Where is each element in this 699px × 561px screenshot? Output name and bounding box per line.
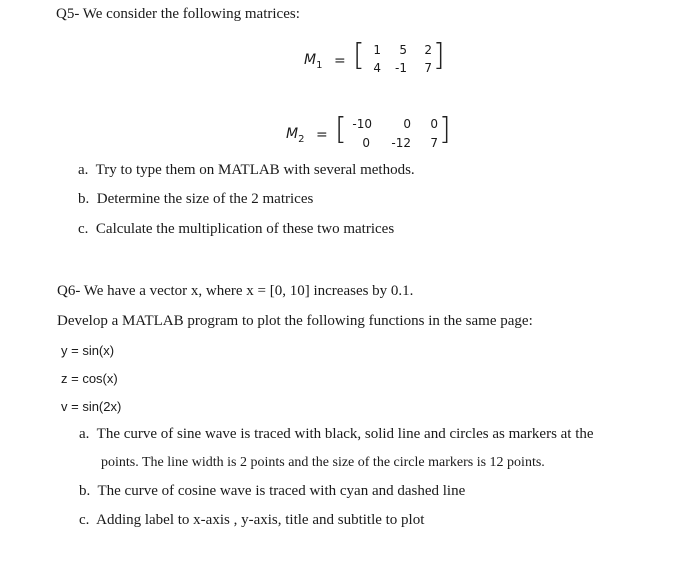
- q6-item-a-continuation: points. The line width is 2 points and the size of the circle markers is 12 points.: [101, 455, 545, 470]
- m1-left-bracket: [: [353, 38, 365, 73]
- q6-item-b: b. The curve of cosine wave is traced with cyan and dashed line: [79, 483, 466, 499]
- q6-intro: Develop a MATLAB program to plot the following functions in the same page:: [57, 313, 533, 329]
- m1-r2c3: 7: [424, 61, 432, 75]
- m2-label: $M_2$: [286, 126, 305, 145]
- m1-r2c1: 4: [373, 61, 381, 75]
- m1-r1c1: 1: [373, 43, 381, 57]
- m1-r1c2: 5: [399, 43, 407, 57]
- function-z: z = cos(x): [61, 371, 118, 386]
- q6-title: Q6- We have a vector x, where x = [0, 10] increases by 0.1.: [57, 283, 414, 299]
- m2-r2c2: -12: [391, 136, 411, 150]
- function-y: y = sin(x): [61, 343, 115, 358]
- q5-item-a: a. Try to type them on MATLAB with several methods.: [78, 162, 415, 178]
- function-v: v = sin(2x): [61, 399, 122, 414]
- m1-r1c3: 2: [424, 43, 432, 57]
- m2-r1c3: 0: [430, 117, 438, 131]
- m2-r1c2: 0: [403, 117, 411, 131]
- q5-title: Q5- We consider the following matrices:: [56, 6, 300, 22]
- m1-r2c2: -1: [395, 61, 407, 75]
- m2-r2c1: 0: [362, 136, 370, 150]
- m2-left-bracket: [: [335, 112, 347, 147]
- q6-item-c: c. Adding label to x-axis , y-axis, title and subtitle to plot: [79, 512, 425, 528]
- q6-item-a: a. The curve of sine wave is traced with black, solid line and circles as markers at the: [79, 426, 594, 442]
- q5-item-c: c. Calculate the multiplication of these two matrices: [78, 221, 395, 237]
- m2-equals: =: [316, 127, 328, 143]
- m2-r2c3: 7: [430, 136, 438, 150]
- m1-right-bracket: ]: [433, 38, 445, 73]
- q5-item-b: b. Determine the size of the 2 matrices: [78, 191, 314, 207]
- m1-equals: =: [334, 53, 346, 69]
- m1-label: $M_1$: [304, 52, 323, 71]
- m2-right-bracket: ]: [439, 112, 451, 147]
- m2-r1c1: -10: [352, 117, 372, 131]
